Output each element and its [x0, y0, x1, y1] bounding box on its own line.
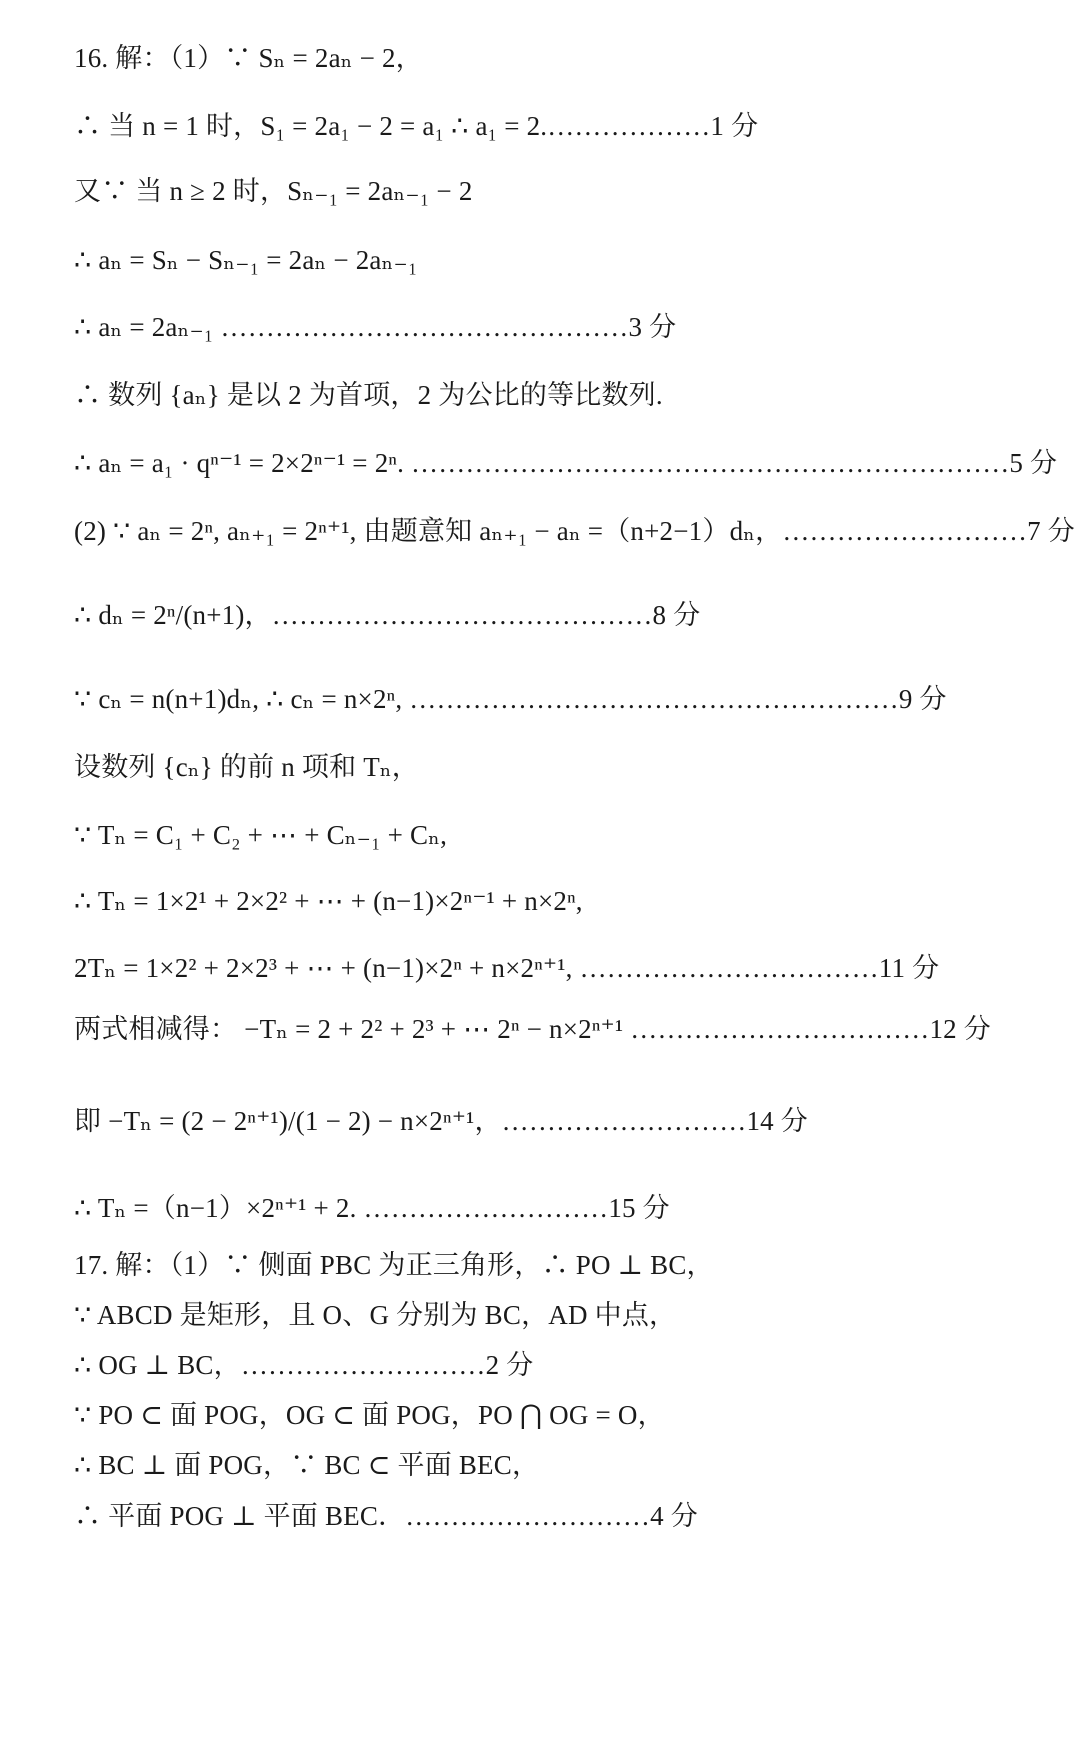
step-tn-expanded: ∴ Tₙ = 1×2¹ + 2×2² + ⋯ + (n−1)×2ⁿ⁻¹ + n×2ⁿ, [74, 886, 583, 916]
step-cn-formula: ∵ cₙ = n(n+1)dₙ, ∴ cₙ = n×2ⁿ, ………………………………………………9 分 [74, 684, 947, 714]
step-po-og-in-plane: ∵ PO ⊂ 面 POG，OG ⊂ 面 POG，PO ⋂ OG = O， [74, 1400, 665, 1430]
step-tn-sum: ∵ Tₙ = C₁ + C₂ + ⋯ + Cₙ₋₁ + Cₙ, [74, 820, 448, 850]
step-subtract: 两式相减得： −Tₙ = 2 + 2² + 2³ + ⋯ 2ⁿ − n×2ⁿ⁺¹ ……………………………12 分 [74, 1014, 992, 1044]
step-negative-tn: 即 −Tₙ = (2 − 2ⁿ⁺¹)/(1 − 2) − n×2ⁿ⁺¹，………………………14 分 [74, 1106, 809, 1136]
step-og-perp-bc: ∴ OG ⊥ BC，………………………2 分 [74, 1350, 534, 1380]
solution-16-intro: 16. 解：（1）∵ Sₙ = 2aₙ − 2， [74, 43, 423, 73]
step-an-recurrence: ∴ aₙ = 2aₙ₋₁ ………………………………………3 分 [74, 312, 677, 342]
step-define-tn: 设数列 {cₙ} 的前 n 项和 Tₙ， [74, 752, 420, 782]
solution-17-intro: 17. 解：（1）∵ 侧面 PBC 为正三角形，∴ PO ⊥ BC， [74, 1250, 714, 1280]
part-2-intro: (2) ∵ aₙ = 2ⁿ, aₙ₊₁ = 2ⁿ⁺¹, 由题意知 aₙ₊₁ − aₙ =（n+2−1）dₙ，………………………7 分 [74, 516, 1075, 546]
step-tn-result: ∴ Tₙ =（n−1）×2ⁿ⁺¹ + 2. ………………………15 分 [74, 1193, 670, 1223]
step-plane-perp-plane: ∴ 平面 POG ⊥ 平面 BEC．………………………4 分 [74, 1501, 698, 1531]
step-an-formula: ∴ aₙ = a₁ · qⁿ⁻¹ = 2×2ⁿ⁻¹ = 2ⁿ. …………………………………………………………5 分 [74, 448, 1058, 478]
step-n-equals-1: ∴ 当 n = 1 时，S₁ = 2a₁ − 2 = a₁ ∴ a₁ = 2.………………1 分 [74, 111, 759, 141]
step-bc-perp-plane: ∴ BC ⊥ 面 POG，∵ BC ⊂ 平面 BEC， [74, 1450, 540, 1480]
step-2tn-expanded: 2Tₙ = 1×2² + 2×2³ + ⋯ + (n−1)×2ⁿ + n×2ⁿ⁺¹, ……………………………11 分 [74, 953, 940, 983]
step-n-geq-2: 又∵ 当 n ≥ 2 时，Sₙ₋₁ = 2aₙ₋₁ − 2 [74, 176, 473, 206]
step-geometric-sequence: ∴ 数列 {aₙ} 是以 2 为首项，2 为公比的等比数列. [74, 380, 663, 410]
step-abcd-rectangle: ∵ ABCD 是矩形，且 O、G 分别为 BC，AD 中点， [74, 1300, 677, 1330]
step-dn-formula: ∴ dₙ = 2ⁿ/(n+1)，……………………………………8 分 [74, 600, 701, 630]
step-an-difference: ∴ aₙ = Sₙ − Sₙ₋₁ = 2aₙ − 2aₙ₋₁ [74, 245, 418, 275]
